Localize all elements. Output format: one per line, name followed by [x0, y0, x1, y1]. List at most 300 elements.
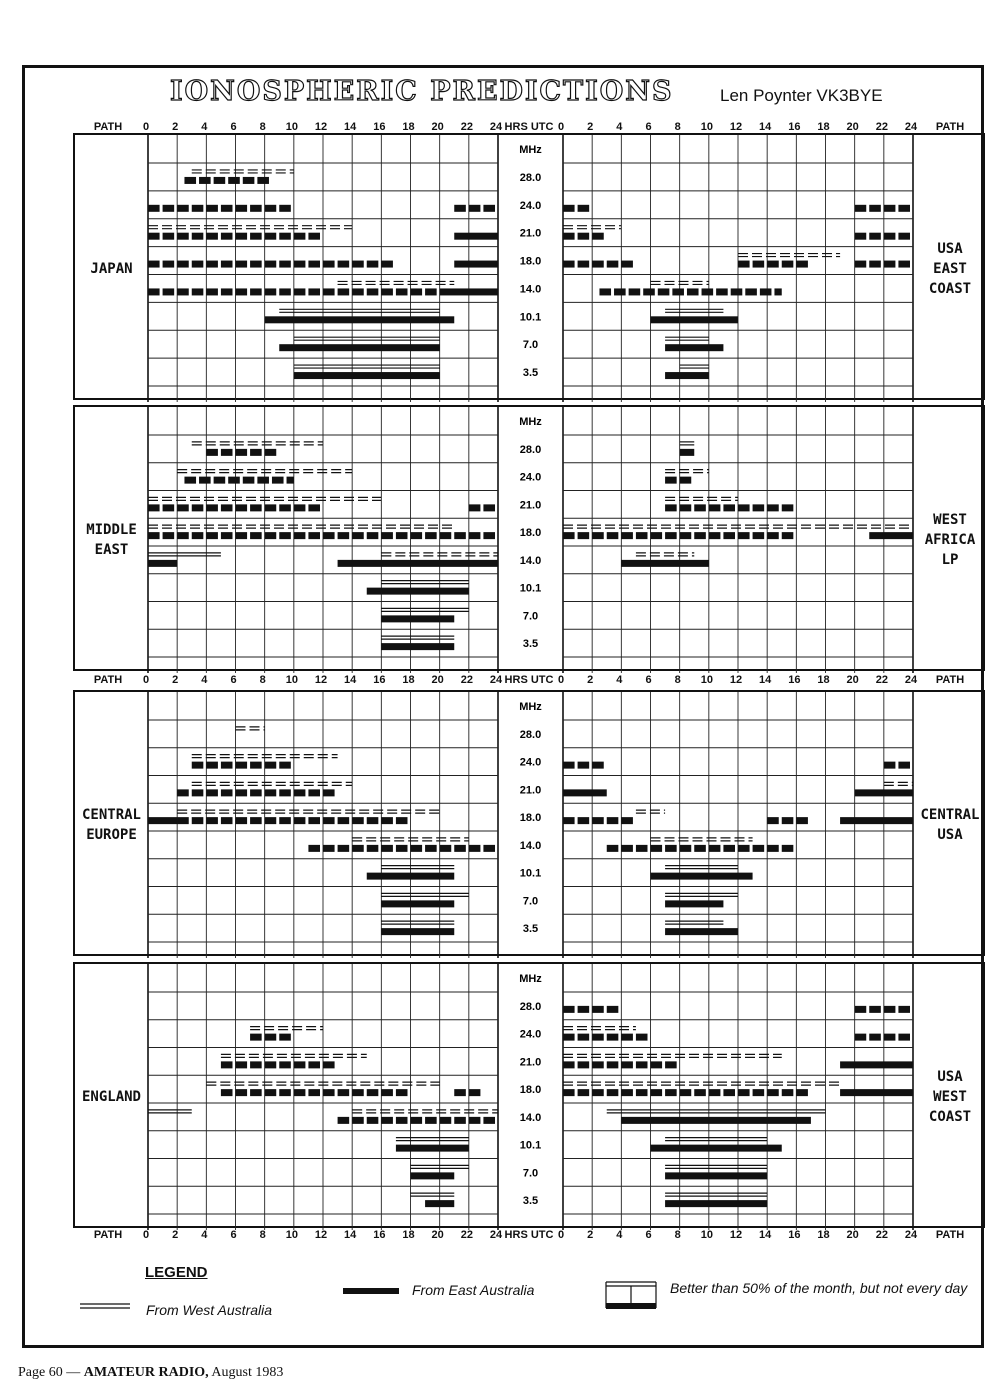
left-east-bar-segment: [396, 845, 408, 852]
left-east-bar-segment: [352, 1089, 364, 1096]
hour-tick-label: 18: [402, 1229, 415, 1241]
left-east-bar-segment: [177, 504, 189, 511]
right-east-bar-segment: [607, 1061, 619, 1068]
right-east-bar-segment: [578, 532, 590, 539]
right-east-bar: [665, 900, 723, 907]
left-east-bar-segment: [411, 845, 423, 852]
left-east-bar-segment: [236, 532, 248, 539]
left-east-bar-segment: [272, 477, 284, 484]
mhz-label: MHz: [519, 144, 542, 156]
right-east-bar-segment: [884, 1006, 896, 1013]
right-east-bar-segment: [687, 288, 699, 295]
left-east-bar-segment: [338, 532, 350, 539]
path-axis-label: PATH: [93, 1229, 123, 1241]
left-east-bar-segment: [236, 817, 248, 824]
right-east-bar-segment: [782, 845, 794, 852]
right-east-bar-segment: [723, 532, 735, 539]
left-east-bar-segment: [243, 477, 255, 484]
right-east-bar-segment: [636, 1061, 648, 1068]
left-east-bar-segment: [483, 532, 495, 539]
left-east-bar-segment: [308, 532, 320, 539]
hour-tick-label: 20: [846, 121, 859, 133]
left-east-bar-segment: [206, 449, 218, 456]
left-east-bar-segment: [381, 817, 393, 824]
left-east-bar-segment: [206, 205, 218, 212]
hour-tick-label: 12: [729, 1229, 743, 1241]
hour-tick-label: 0: [142, 1229, 150, 1241]
left-east-bar-segment: [163, 288, 175, 295]
right-east-bar: [855, 789, 913, 796]
left-east-bar-segment: [265, 1034, 277, 1041]
frequency-label: 28.0: [519, 171, 542, 184]
left-east-bar-segment: [163, 233, 175, 240]
hour-tick-label: 6: [230, 121, 237, 133]
left-east-bar-segment: [177, 205, 189, 212]
hour-tick-label: 6: [645, 1229, 652, 1241]
right-path-name: WEST AFRICA LP: [924, 512, 976, 568]
right-east-bar-segment: [855, 1006, 867, 1013]
left-east-bar-segment: [250, 1089, 262, 1096]
left-east-bar-segment: [396, 1089, 408, 1096]
left-east-bar-segment: [228, 477, 240, 484]
right-east-bar-segment: [767, 532, 779, 539]
left-east-bar-segment: [425, 845, 437, 852]
right-east-bar-segment: [723, 504, 735, 511]
hour-tick-label: 20: [431, 1229, 444, 1241]
right-east-bar-segment: [636, 845, 648, 852]
left-east-bar-segment: [454, 205, 466, 212]
right-east-bar-segment: [621, 1034, 633, 1041]
left-east-bar-segment: [265, 1061, 277, 1068]
left-east-bar-segment: [440, 1117, 452, 1124]
left-east-bar-segment: [454, 532, 466, 539]
left-east-bar-segment: [192, 817, 204, 824]
right-east-bar-segment: [884, 205, 896, 212]
frequency-label: 18.0: [519, 255, 542, 268]
left-east-bar-segment: [367, 261, 379, 268]
hour-tick-label: 8: [674, 674, 681, 686]
frequency-label: 24.0: [519, 1028, 542, 1041]
right-east-bar-segment: [869, 1034, 881, 1041]
left-east-bar-segment: [236, 233, 248, 240]
hour-tick-label: 10: [285, 1229, 298, 1241]
frequency-label: 10.1: [519, 582, 542, 595]
frequency-label: 7.0: [522, 339, 539, 352]
right-east-bar-segment: [731, 288, 743, 295]
left-east-bar-segment: [236, 261, 248, 268]
left-east-bar-segment: [221, 1089, 233, 1096]
right-east-bar-segment: [680, 845, 692, 852]
right-east-bar-segment: [592, 1089, 604, 1096]
right-east-bar-segment: [592, 532, 604, 539]
hour-tick-label: 18: [817, 674, 830, 686]
left-east-bar-segment: [250, 261, 262, 268]
hour-tick-label: 8: [259, 1229, 266, 1241]
right-east-bar-segment: [884, 233, 896, 240]
left-east-bar-segment: [454, 1117, 466, 1124]
frequency-label: 3.5: [522, 638, 539, 651]
left-east-bar-segment: [352, 817, 364, 824]
left-east-bar-segment: [323, 532, 335, 539]
left-east-bar-segment: [221, 1061, 233, 1068]
left-east-bar-segment: [483, 1117, 495, 1124]
right-east-bar-segment: [796, 1089, 808, 1096]
left-east-bar-segment: [250, 233, 262, 240]
left-east-bar-segment: [294, 532, 306, 539]
right-east-bar: [621, 560, 709, 567]
author-credit: Len Poynter VK3BYE: [720, 86, 883, 105]
path-axis-label: PATH: [93, 674, 123, 686]
left-east-bar-segment: [352, 1117, 364, 1124]
footer-magazine: AMATEUR RADIO,: [83, 1365, 209, 1380]
right-east-bar-segment: [767, 817, 779, 824]
right-east-bar-segment: [665, 1061, 677, 1068]
legend-title: LEGEND: [145, 1264, 208, 1281]
left-east-bar-segment: [469, 845, 481, 852]
right-east-bar-segment: [745, 288, 757, 295]
left-east-bar-segment: [228, 177, 240, 184]
left-east-bar-segment: [279, 1034, 291, 1041]
left-east-bar-segment: [396, 1117, 408, 1124]
left-east-bar-segment: [177, 817, 189, 824]
panel-central-europe-central-usa: [73, 690, 985, 956]
hour-tick-label: 2: [587, 674, 594, 686]
right-east-bar-segment: [614, 288, 626, 295]
frequency-label: 10.1: [519, 311, 542, 324]
right-east-bar: [840, 1061, 913, 1068]
left-east-bar-segment: [352, 532, 364, 539]
right-east-bar-segment: [578, 817, 590, 824]
hour-tick-label: 16: [373, 1229, 386, 1241]
hour-tick-label: 8: [259, 674, 266, 686]
hour-tick-label: 14: [759, 674, 772, 686]
left-east-bar-segment: [199, 177, 211, 184]
hour-tick-label: 20: [846, 674, 859, 686]
frequency-label: 24.0: [519, 199, 542, 212]
right-east-bar-segment: [563, 1061, 575, 1068]
right-east-bar-segment: [869, 1006, 881, 1013]
left-east-bar-segment: [308, 1089, 320, 1096]
left-east-bar-segment: [163, 205, 175, 212]
hour-tick-label: 12: [314, 121, 328, 133]
left-east-bar: [294, 372, 440, 379]
left-east-bar: [381, 900, 454, 907]
left-east-bar-segment: [469, 205, 481, 212]
right-east-bar-segment: [636, 1089, 648, 1096]
left-east-bar-segment: [308, 261, 320, 268]
right-east-bar-segment: [621, 1089, 633, 1096]
utc-axis-label: HRS UTC: [504, 121, 554, 133]
right-east-bar: [651, 873, 753, 880]
left-east-bar-segment: [250, 205, 262, 212]
left-east-bar-segment: [294, 233, 306, 240]
footer-date: August 1983: [211, 1365, 284, 1380]
hour-tick-label: 2: [172, 674, 179, 686]
left-east-bar: [367, 873, 455, 880]
left-east-bar-segment: [221, 205, 233, 212]
hour-axis-middle: [0, 674, 1000, 688]
left-east-bar-segment: [206, 762, 218, 769]
right-east-bar-segment: [651, 532, 663, 539]
left-east-bar-segment: [411, 1117, 423, 1124]
right-east-bar-segment: [898, 261, 910, 268]
right-east-bar-segment: [869, 233, 881, 240]
left-east-bar-segment: [469, 1089, 481, 1096]
hour-tick-label: 22: [875, 674, 888, 686]
hour-tick-label: 12: [314, 674, 328, 686]
hour-tick-label: 22: [875, 1229, 888, 1241]
right-east-bar: [651, 316, 739, 323]
hour-tick-label: 2: [587, 1229, 594, 1241]
right-east-bar-segment: [578, 1034, 590, 1041]
hour-tick-label: 16: [788, 1229, 801, 1241]
left-east-bar-segment: [236, 205, 248, 212]
left-east-bar-segment: [265, 261, 277, 268]
right-east-bar-segment: [665, 504, 677, 511]
right-east-bar-segment: [563, 532, 575, 539]
hour-tick-label: 10: [700, 674, 713, 686]
left-east-bar-segment: [221, 762, 233, 769]
right-east-bar-segment: [563, 762, 575, 769]
left-east-bar: [148, 560, 177, 567]
right-east-bar-segment: [738, 532, 750, 539]
right-east-bar-segment: [578, 205, 590, 212]
right-east-bar-segment: [636, 1034, 648, 1041]
frequency-label: 18.0: [519, 812, 542, 825]
right-east-bar-segment: [578, 1006, 590, 1013]
left-east-bar-segment: [177, 789, 189, 796]
hour-tick-label: 18: [402, 121, 415, 133]
left-east-bar-segment: [323, 845, 335, 852]
frequency-label: 24.0: [519, 471, 542, 484]
left-east-bar-segment: [352, 288, 364, 295]
hour-tick-label: 2: [587, 121, 594, 133]
left-east-bar-segment: [177, 288, 189, 295]
right-east-bar-segment: [709, 504, 721, 511]
right-east-bar-segment: [592, 1034, 604, 1041]
left-east-bar-segment: [243, 177, 255, 184]
panel-japan-usa-east: [73, 133, 985, 400]
left-east-bar-segment: [411, 532, 423, 539]
left-east-bar-segment: [338, 845, 350, 852]
right-east-bar-segment: [607, 845, 619, 852]
left-east-bar-segment: [308, 817, 320, 824]
left-east-bar-segment: [294, 1061, 306, 1068]
right-east-bar-segment: [855, 261, 867, 268]
left-east-bar-segment: [236, 762, 248, 769]
left-east-bar-segment: [381, 261, 393, 268]
right-east-bar-segment: [621, 1061, 633, 1068]
left-east-bar-segment: [396, 532, 408, 539]
frequency-label: 21.0: [519, 1056, 542, 1069]
left-east-bar: [381, 615, 454, 622]
hour-tick-label: 10: [285, 121, 298, 133]
left-east-bar-segment: [308, 288, 320, 295]
right-east-bar-segment: [694, 504, 706, 511]
right-east-bar-segment: [578, 762, 590, 769]
hour-tick-label: 4: [201, 121, 208, 133]
left-east-bar-segment: [381, 1089, 393, 1096]
left-east-bar-segment: [469, 1117, 481, 1124]
left-east-bar-segment: [206, 817, 218, 824]
right-east-bar-segment: [629, 288, 641, 295]
frequency-label: 24.0: [519, 756, 542, 769]
frequency-label: 7.0: [522, 1167, 539, 1180]
hour-axis-bottom: [0, 1229, 1000, 1243]
right-east-bar-segment: [782, 261, 794, 268]
left-east-bar-segment: [236, 789, 248, 796]
right-east-bar-segment: [636, 532, 648, 539]
hour-tick-label: 14: [344, 1229, 357, 1241]
hour-tick-label: 24: [489, 121, 503, 133]
hour-tick-label: 6: [645, 674, 652, 686]
left-east-bar-segment: [163, 504, 175, 511]
hour-tick-label: 6: [230, 674, 237, 686]
hour-tick-label: 20: [431, 121, 444, 133]
left-east-bar-segment: [294, 261, 306, 268]
left-east-bar-segment: [221, 233, 233, 240]
hour-tick-label: 2: [172, 121, 179, 133]
frequency-label: 28.0: [519, 728, 542, 741]
right-east-bar-segment: [621, 261, 633, 268]
right-east-bar-segment: [665, 845, 677, 852]
left-east-bar-segment: [279, 1061, 291, 1068]
right-east-bar-segment: [753, 845, 765, 852]
hour-tick-label: 6: [230, 1229, 237, 1241]
hour-tick-label: 16: [373, 674, 386, 686]
right-east-bar: [869, 532, 913, 539]
legend-west-label: From West Australia: [146, 1302, 273, 1318]
legend-east-swatch: [343, 1286, 401, 1296]
right-east-bar-segment: [709, 1089, 721, 1096]
left-east-bar-segment: [177, 532, 189, 539]
left-east-bar-segment: [308, 1061, 320, 1068]
right-east-bar-segment: [782, 817, 794, 824]
left-east-bar-segment: [206, 288, 218, 295]
legend-partial-swatch: [604, 1280, 660, 1314]
hour-tick-label: 20: [431, 674, 444, 686]
left-east-bar-segment: [221, 504, 233, 511]
left-east-bar-segment: [192, 233, 204, 240]
frequency-label: 7.0: [522, 610, 539, 623]
left-east-bar-segment: [323, 288, 335, 295]
right-east-bar-segment: [723, 845, 735, 852]
right-east-bar-segment: [651, 1089, 663, 1096]
left-east-bar-segment: [250, 449, 262, 456]
left-east-bar-segment: [483, 504, 495, 511]
right-east-bar-segment: [563, 1089, 575, 1096]
right-east-bar-segment: [898, 205, 910, 212]
right-east-bar-segment: [884, 1034, 896, 1041]
left-east-bar-segment: [425, 532, 437, 539]
left-east-bar-segment: [199, 477, 211, 484]
right-east-bar-segment: [753, 532, 765, 539]
left-east-bar-segment: [396, 817, 408, 824]
left-path-name: CENTRAL EUROPE: [81, 807, 141, 843]
left-east-bar-segment: [279, 789, 291, 796]
left-east-bar-segment: [454, 1089, 466, 1096]
path-axis-label: PATH: [935, 1229, 965, 1241]
left-east-bar: [396, 1145, 469, 1152]
left-east-bar-segment: [265, 504, 277, 511]
left-east-bar-segment: [440, 845, 452, 852]
left-east-bar-segment: [206, 789, 218, 796]
hour-tick-label: 14: [759, 121, 772, 133]
right-east-bar-segment: [767, 1089, 779, 1096]
left-east-bar-segment: [221, 288, 233, 295]
left-east-bar-segment: [279, 261, 291, 268]
right-east-bar-segment: [767, 261, 779, 268]
right-east-bar-segment: [723, 1089, 735, 1096]
right-east-bar-segment: [621, 845, 633, 852]
left-east-bar-segment: [294, 1089, 306, 1096]
left-east-bar-segment: [396, 288, 408, 295]
right-path-name: CENTRAL USA: [920, 807, 980, 843]
left-east-bar-segment: [148, 261, 160, 268]
left-east-bar-segment: [279, 532, 291, 539]
hour-tick-label: 8: [674, 121, 681, 133]
frequency-label: 7.0: [522, 895, 539, 908]
left-east-bar-segment: [265, 817, 277, 824]
hour-tick-label: 16: [788, 121, 801, 133]
page-footer: [18, 1365, 283, 1381]
hour-tick-label: 16: [373, 121, 386, 133]
hour-tick-label: 18: [402, 674, 415, 686]
right-east-bar-segment: [694, 1089, 706, 1096]
hour-tick-label: 24: [489, 1229, 503, 1241]
left-east-bar-segment: [279, 288, 291, 295]
right-east-bar-segment: [592, 762, 604, 769]
right-east-bar-segment: [716, 288, 728, 295]
hour-tick-label: 18: [817, 1229, 830, 1241]
left-east-bar: [279, 344, 439, 351]
right-east-bar: [651, 1145, 782, 1152]
hour-tick-label: 24: [904, 121, 918, 133]
left-east-bar-segment: [265, 789, 277, 796]
right-east-bar: [621, 1117, 811, 1124]
right-east-bar-segment: [898, 233, 910, 240]
right-east-bar-segment: [592, 817, 604, 824]
right-east-bar-segment: [607, 1006, 619, 1013]
right-east-bar-segment: [599, 288, 611, 295]
left-east-bar-segment: [148, 205, 160, 212]
left-east-bar-segment: [250, 1061, 262, 1068]
right-east-bar-segment: [592, 1006, 604, 1013]
left-east-bar: [381, 643, 454, 650]
hour-tick-label: 24: [489, 674, 503, 686]
left-east-bar-segment: [279, 205, 291, 212]
left-east-bar-segment: [250, 504, 262, 511]
right-east-bar: [840, 1089, 913, 1096]
left-east-bar-segment: [206, 233, 218, 240]
right-east-bar-segment: [607, 1089, 619, 1096]
left-east-bar-segment: [381, 845, 393, 852]
left-east-bar-segment: [163, 261, 175, 268]
hour-tick-label: 10: [700, 1229, 713, 1241]
mhz-label: MHz: [519, 416, 542, 428]
hour-tick-label: 8: [259, 121, 266, 133]
left-east-bar-segment: [381, 1117, 393, 1124]
frequency-label: 21.0: [519, 227, 542, 240]
right-east-bar: [665, 1200, 767, 1207]
left-east-bar-segment: [148, 504, 160, 511]
right-east-bar-segment: [782, 1089, 794, 1096]
left-east-bar-segment: [323, 1061, 335, 1068]
hour-tick-label: 0: [142, 674, 150, 686]
right-east-bar-segment: [898, 1034, 910, 1041]
left-path-name: MIDDLE EAST: [86, 522, 137, 558]
frequency-label: 14.0: [519, 283, 542, 296]
